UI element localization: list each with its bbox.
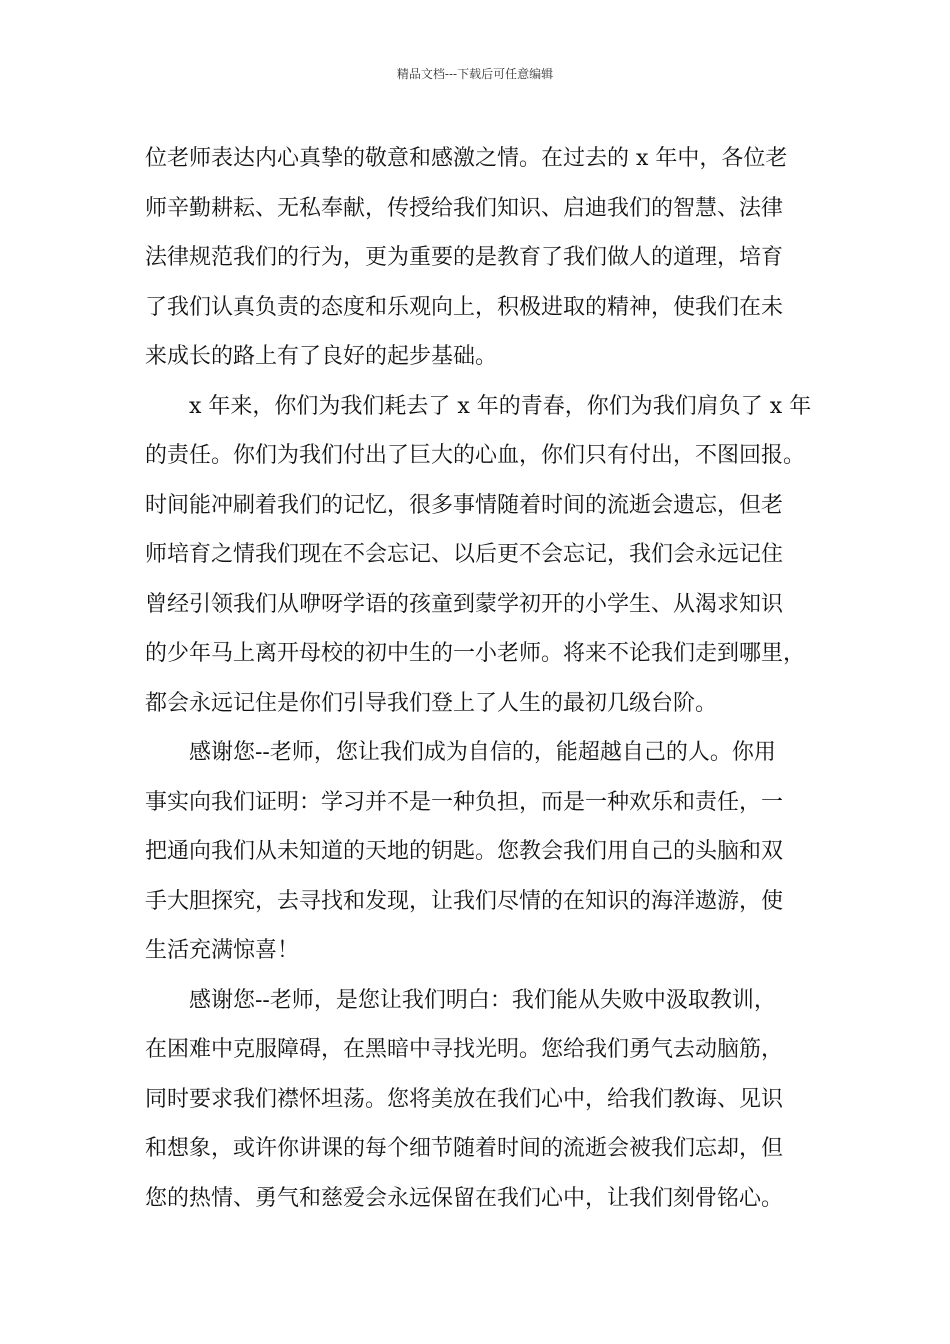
text-line: 了我们认真负责的态度和乐观向上，积极进取的精神，使我们在未 bbox=[145, 294, 784, 320]
text-line: 的责任。你们为我们付出了巨大的心血，你们只有付出，不图回报。 bbox=[145, 443, 806, 468]
text-line: 您的热情、勇气和慈爱会永远保留在我们心中，让我们刻骨铭心。 bbox=[145, 1185, 784, 1211]
text-line: 同时要求我们襟怀坦荡。您将美放在我们心中，给我们教诲、见识 bbox=[145, 1086, 784, 1112]
document-body bbox=[145, 134, 845, 1223]
text-line: 位老师表达内心真挚的敬意和感激之情。在过去的 x 年中，各位老 bbox=[145, 146, 788, 171]
text-line: 的少年马上离开母校的初中生的一小老师。将来不论我们走到哪里， bbox=[145, 641, 806, 666]
text-line: 都会永远记住是你们引导我们登上了人生的最初几级台阶。 bbox=[145, 690, 718, 716]
text-line: 把通向我们从未知道的天地的钥匙。您教会我们用自己的头脑和双 bbox=[145, 839, 784, 864]
text-line: 感谢您--老师，是您让我们明白：我们能从失败中汲取教训， bbox=[189, 987, 776, 1013]
paragraph bbox=[145, 728, 845, 976]
text-line: 来成长的路上有了良好的起步基础。 bbox=[145, 344, 498, 369]
paragraph bbox=[145, 976, 845, 1224]
text-line: 师辛勤耕耘、无私奉献，传授给我们知识、启迪我们的智慧、法律 bbox=[145, 195, 784, 221]
text-line: 法律规范我们的行为，更为重要的是教育了我们做人的道理，培育 bbox=[145, 245, 784, 270]
text-line: 生活充满惊喜！ bbox=[145, 938, 300, 963]
text-line: 感谢您--老师，您让我们成为自信的，能超越自己的人。你用 bbox=[189, 740, 776, 765]
paragraph bbox=[145, 382, 845, 729]
text-line: 事实向我们证明：学习并不是一种负担，而是一种欢乐和责任，一 bbox=[145, 789, 784, 815]
text-line: 在困难中克服障碍，在黑暗中寻找光明。您给我们勇气去动脑筋， bbox=[145, 1037, 784, 1062]
paragraph bbox=[145, 134, 845, 382]
text-line: x 年来，你们为我们耗去了 x 年的青春，你们为我们肩负了 x 年 bbox=[189, 393, 812, 419]
page-header: 精品文档---下载后可任意编辑 bbox=[396, 67, 554, 81]
text-line: 时间能冲刷着我们的记忆，很多事情随着时间的流逝会遗忘，但老 bbox=[145, 492, 784, 518]
text-line: 曾经引领我们从咿呀学语的孩童到蒙学初开的小学生、从渴求知识 bbox=[145, 591, 784, 617]
text-line: 和想象，或许你讲课的每个细节随着时间的流逝会被我们忘却，但 bbox=[145, 1136, 784, 1161]
text-line: 手大胆探究，去寻找和发现，让我们尽情的在知识的海洋遨游，使 bbox=[145, 888, 784, 914]
text-line: 师培育之情我们现在不会忘记、以后更不会忘记，我们会永远记住 bbox=[145, 542, 784, 567]
